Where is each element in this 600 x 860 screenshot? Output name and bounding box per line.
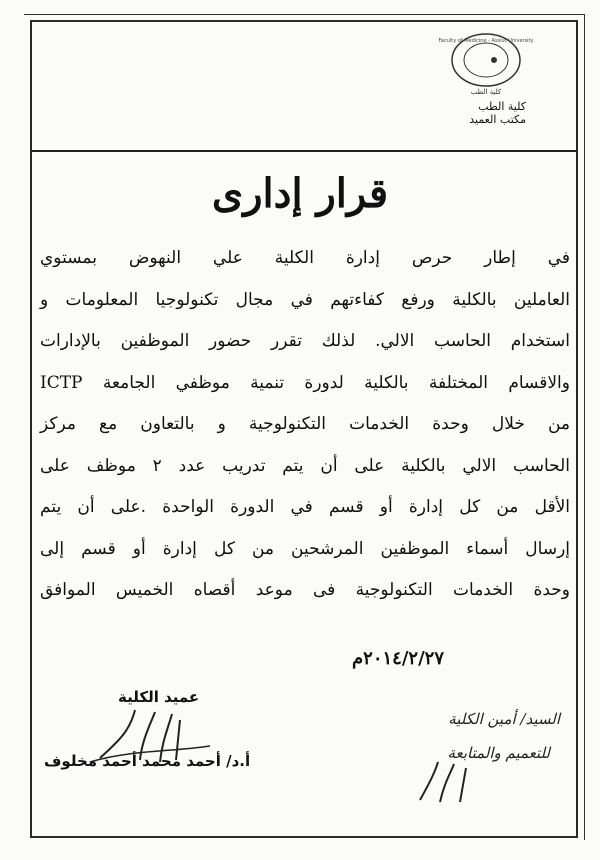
frame-outer-top <box>24 14 585 15</box>
logo-text-en: Faculty of Medicine - Assiut University <box>438 38 534 44</box>
body-line: من خلال وحدة الخدمات التكنولوجية و بالتعاون مع مركز <box>40 414 570 434</box>
body-line: وحدة الخدمات التكنولوجية فى موعد أقصاه الخميس الموافق <box>40 580 570 600</box>
body-line: العاملين بالكلية ورفع كفاءتهم في مجال تكنولوجيا المعلومات و <box>40 289 570 310</box>
header-divider <box>32 150 576 152</box>
body-line: الأقل من كل إدارة أو قسم في الدورة الواحدة .على أن يتم <box>40 497 570 517</box>
dean-title: عميد الكلية <box>118 688 200 706</box>
document-title: قرار إدارى <box>211 170 389 217</box>
body-line: إرسال أسماء الموظفين المرشحين من كل إدارة أو قسم إلى <box>40 538 570 559</box>
body-line: في إطار حرص إدارة الكلية علي النهوض بمستوي <box>40 248 570 268</box>
dean-name: أ.د/ أحمد محمد أحمد مخلوف <box>44 752 251 770</box>
body-line: الحاسب الالي بالكلية على أن يتم تدريب عدد ٢ موظف على <box>40 455 571 476</box>
body-line: استخدام الحاسب الالي. لذلك تقرر حضور الموظفين بالإدارات <box>40 331 570 351</box>
frame-outer-right <box>584 14 585 840</box>
office-name: مكتب العميد <box>469 113 526 126</box>
logo-text-ar: كلية الطب <box>470 88 502 96</box>
college-header <box>469 100 526 126</box>
college-name: كلية الطب <box>478 100 526 113</box>
handwritten-line: السيد/ أمين الكلية <box>448 710 560 728</box>
document-date: ٢٠١٤/٢/٢٧م <box>352 648 444 669</box>
faculty-logo-icon <box>438 32 534 98</box>
body-line: والاقسام المختلفة بالكلية لدورة تنمية موظفي الجامعة ICTP <box>40 372 570 393</box>
note-signature-icon <box>420 762 466 802</box>
document-body <box>40 238 570 612</box>
handwritten-note <box>320 692 570 812</box>
handwritten-line: للتعميم والمتابعة <box>447 744 550 762</box>
